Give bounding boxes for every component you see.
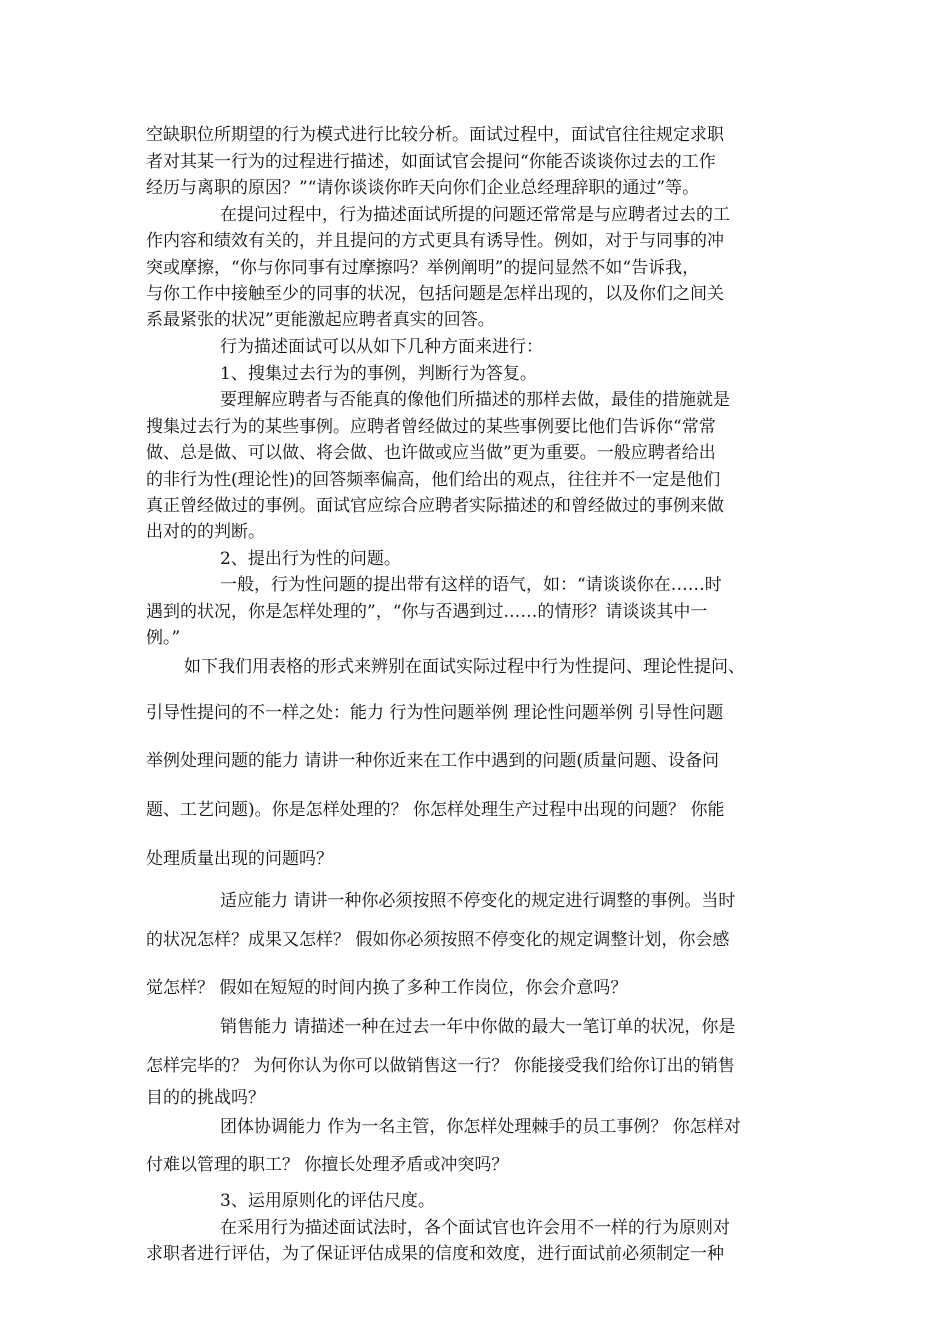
section-heading: 1、搜集过去行为的事例，判断行为答复。 <box>220 364 537 384</box>
text-line: 在提问过程中，行为描述面试所提的问题还常常是与应聘者过去的工 <box>220 205 730 225</box>
text-line: 的状况怎样？成果又怎样？ 假如你必须按照不停变化的规定调整计划，你会感 <box>146 930 730 950</box>
text-line: 遇到的状况，你是怎样处理的”，“你与否遇到过……的情形？请谈谈其中一 <box>146 602 708 622</box>
text-line: 者对其某一行为的过程进行描述，如面试官会提问“你能否谈谈你过去的工作 <box>146 152 716 172</box>
text-line: 搜集过去行为的某些事例。应聘者曾经做过的某些事例要比他们告诉你“常常 <box>146 417 716 437</box>
text-line: 做、总是做、可以做、将会做、也许做或应当做”更为重要。一般应聘者给出 <box>146 443 716 463</box>
text-line: 怎样完毕的？ 为何你认为你可以做销售这一行？ 你能接受我们给你订出的销售 <box>146 1056 735 1076</box>
section-heading: 2、提出行为性的问题。 <box>220 549 401 569</box>
text-line: 突或摩擦，“你与你同事有过摩擦吗？举例阐明”的提问显然不如“告诉我， <box>146 258 700 278</box>
text-line: 的非行为性(理论性)的回答频率偏高，他们给出的观点，往往并不一定是他们 <box>146 470 721 490</box>
text-line: 适应能力 请讲一种你必须按照不停变化的规定进行调整的事例。当时 <box>220 891 736 911</box>
text-line: 作内容和绩效有关的，并且提问的方式更具有诱导性。例如，对于与同事的冲 <box>146 231 724 251</box>
text-line: 如下我们用表格的形式来辨别在面试实际过程中行为性提问、理论性提问、 <box>184 657 745 677</box>
text-line: 经历与离职的原因？”“请你谈谈你昨天向你们企业总经理辞职的通过”等。 <box>146 178 700 198</box>
text-line: 引导性提问的不一样之处：能力 行为性问题举例 理论性问题举例 引导性问题 <box>146 703 724 723</box>
text-line: 举例处理问题的能力 请讲一种你近来在工作中遇到的问题(质量问题、设备问 <box>146 751 720 771</box>
section-heading: 3、运用原则化的评估尺度。 <box>220 1191 435 1211</box>
text-line: 求职者进行评估，为了保证评估成果的信度和效度，进行面试前必须制定一种 <box>146 1244 724 1264</box>
text-line: 系最紧张的状况”更能激起应聘者真实的回答。 <box>146 310 495 330</box>
text-line: 在采用行为描述面试法时，各个面试官也许会用不一样的行为原则对 <box>220 1218 730 1238</box>
text-line: 题、工艺问题)。你是怎样处理的？ 你怎样处理生产过程中出现的问题？ 你能 <box>146 800 725 820</box>
text-line: 真正曾经做过的事例。面试官应综合应聘者实际描述的和曾经做过的事例来做 <box>146 496 724 516</box>
text-line: 处理质量出现的问题吗？ <box>146 849 333 869</box>
text-line: 觉怎样？ 假如在短短的时间内换了多种工作岗位，你会介意吗？ <box>146 978 628 998</box>
text-line: 一般，行为性问题的提出带有这样的语气，如：“请谈谈你在……时 <box>220 575 722 595</box>
text-line: 目的的挑战吗？ <box>146 1088 265 1108</box>
text-line: 销售能力 请描述一种在过去一年中你做的最大一笔订单的状况，你是 <box>220 1017 736 1037</box>
text-line: 要理解应聘者与否能真的像他们所描述的那样去做，最佳的措施就是 <box>220 390 730 410</box>
text-line: 与你工作中接触至少的同事的状况，包括问题是怎样出现的，以及你们之间关 <box>146 284 724 304</box>
text-line: 例。” <box>146 628 181 648</box>
text-line: 出对的的判断。 <box>146 522 265 542</box>
text-line: 空缺职位所期望的行为模式进行比较分析。面试过程中，面试官往往规定求职 <box>146 125 724 145</box>
text-line: 团体协调能力 作为一名主管，你怎样处理棘手的员工事例？ 你怎样对 <box>220 1117 741 1137</box>
text-line: 付难以管理的职工？ 你擅长处理矛盾或冲突吗？ <box>146 1155 509 1175</box>
text-line: 行为描述面试可以从如下几种方面来进行： <box>220 337 543 357</box>
